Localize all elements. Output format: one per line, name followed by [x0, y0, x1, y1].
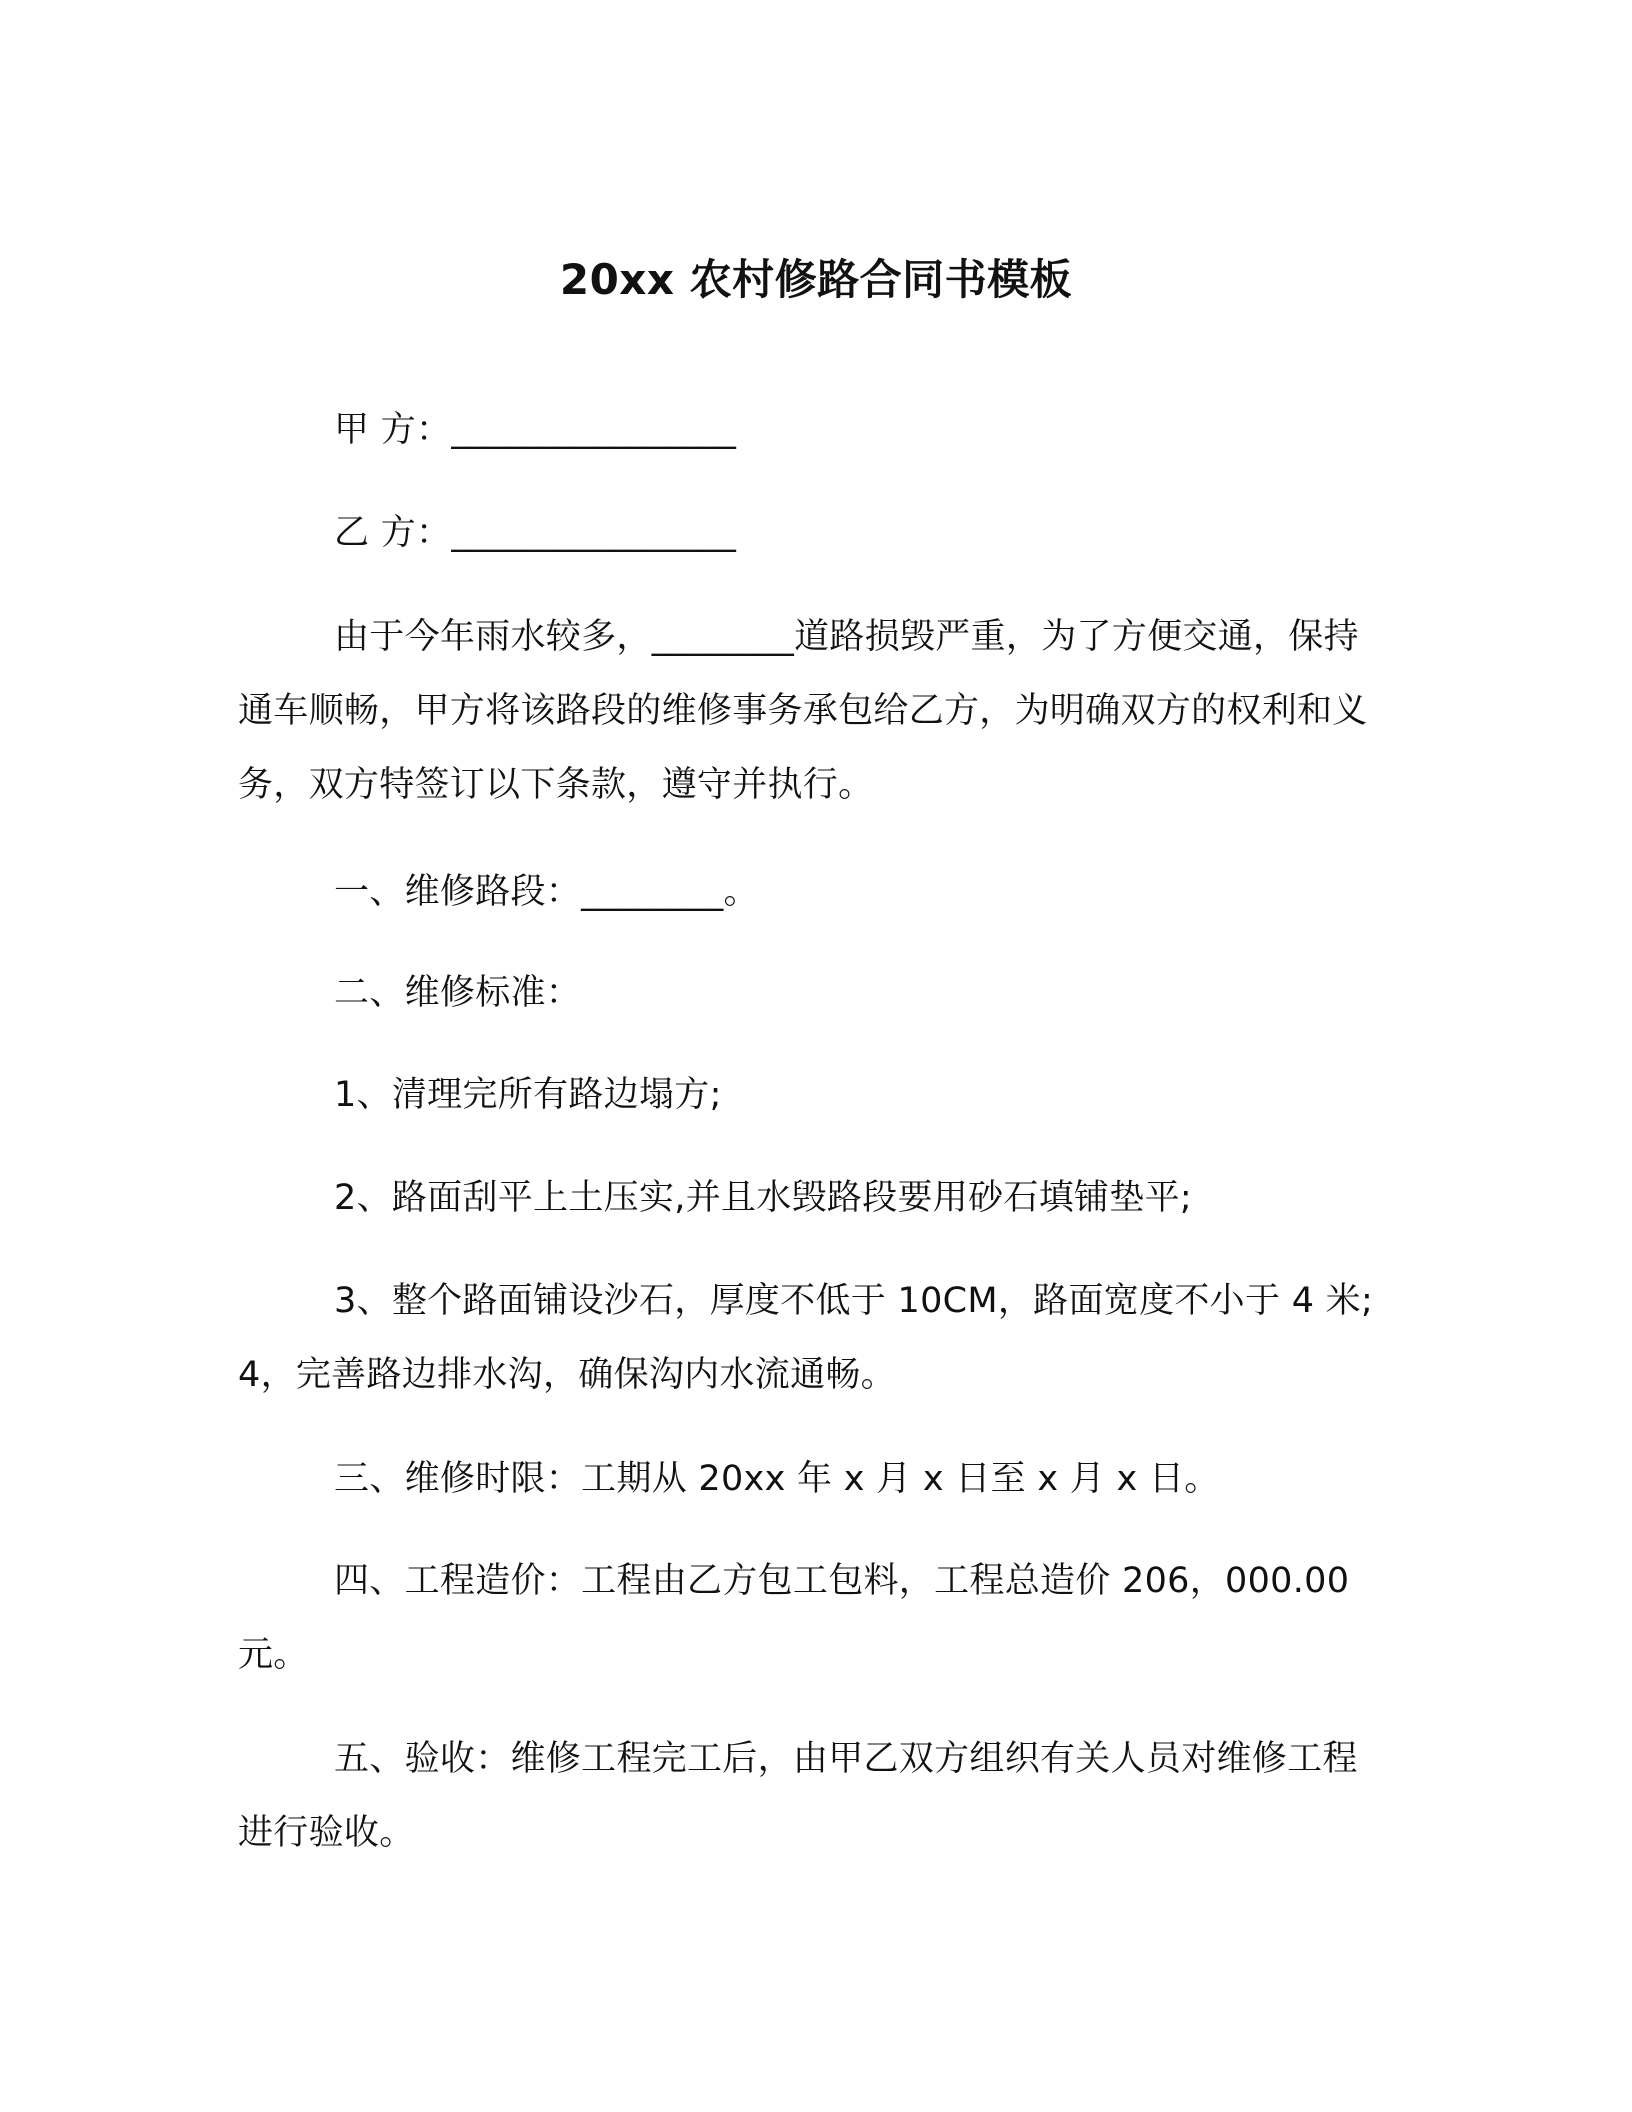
- section-1-road-segment: 一、维修路段：________。: [334, 872, 759, 912]
- party-b-line: 乙 方：________________: [334, 513, 737, 553]
- standard-item-2: 2、路面刮平上土压实,并且水毁路段要用砂石填铺垫平;: [334, 1178, 1192, 1218]
- section-2-standards-heading: 二、维修标准：: [334, 973, 582, 1013]
- standard-item-1: 1、清理完所有路边塌方;: [334, 1075, 722, 1115]
- section-3-time-limit: 三、维修时限：工期从 20xx 年 x 月 x 日至 x 月 x 日。: [334, 1459, 1220, 1499]
- section-4-cost: 四、工程造价：工程由乙方包工包料，工程总造价 206，000.00 元。: [238, 1561, 1350, 1675]
- document-title: 20xx 农村修路合同书模板: [559, 255, 1073, 305]
- party-a-line: 甲 方：________________: [334, 410, 737, 450]
- preamble-paragraph: 由于今年雨水较多，________道路损毁严重，为了方便交通，保持通车顺畅，甲方将该路段的维修事务承包给乙方，为明确双方的权利和义务，双方特签订以下条款，遵守并执行。: [238, 617, 1368, 805]
- standard-item-3: 3、整个路面铺设沙石，厚度不低于 10CM，路面宽度不小于 4 米; 4，完善路边排水沟，确保沟内水流通畅。: [238, 1281, 1374, 1395]
- section-5-acceptance: 五、验收：维修工程完工后，由甲乙双方组织有关人员对维修工程进行验收。: [238, 1739, 1358, 1853]
